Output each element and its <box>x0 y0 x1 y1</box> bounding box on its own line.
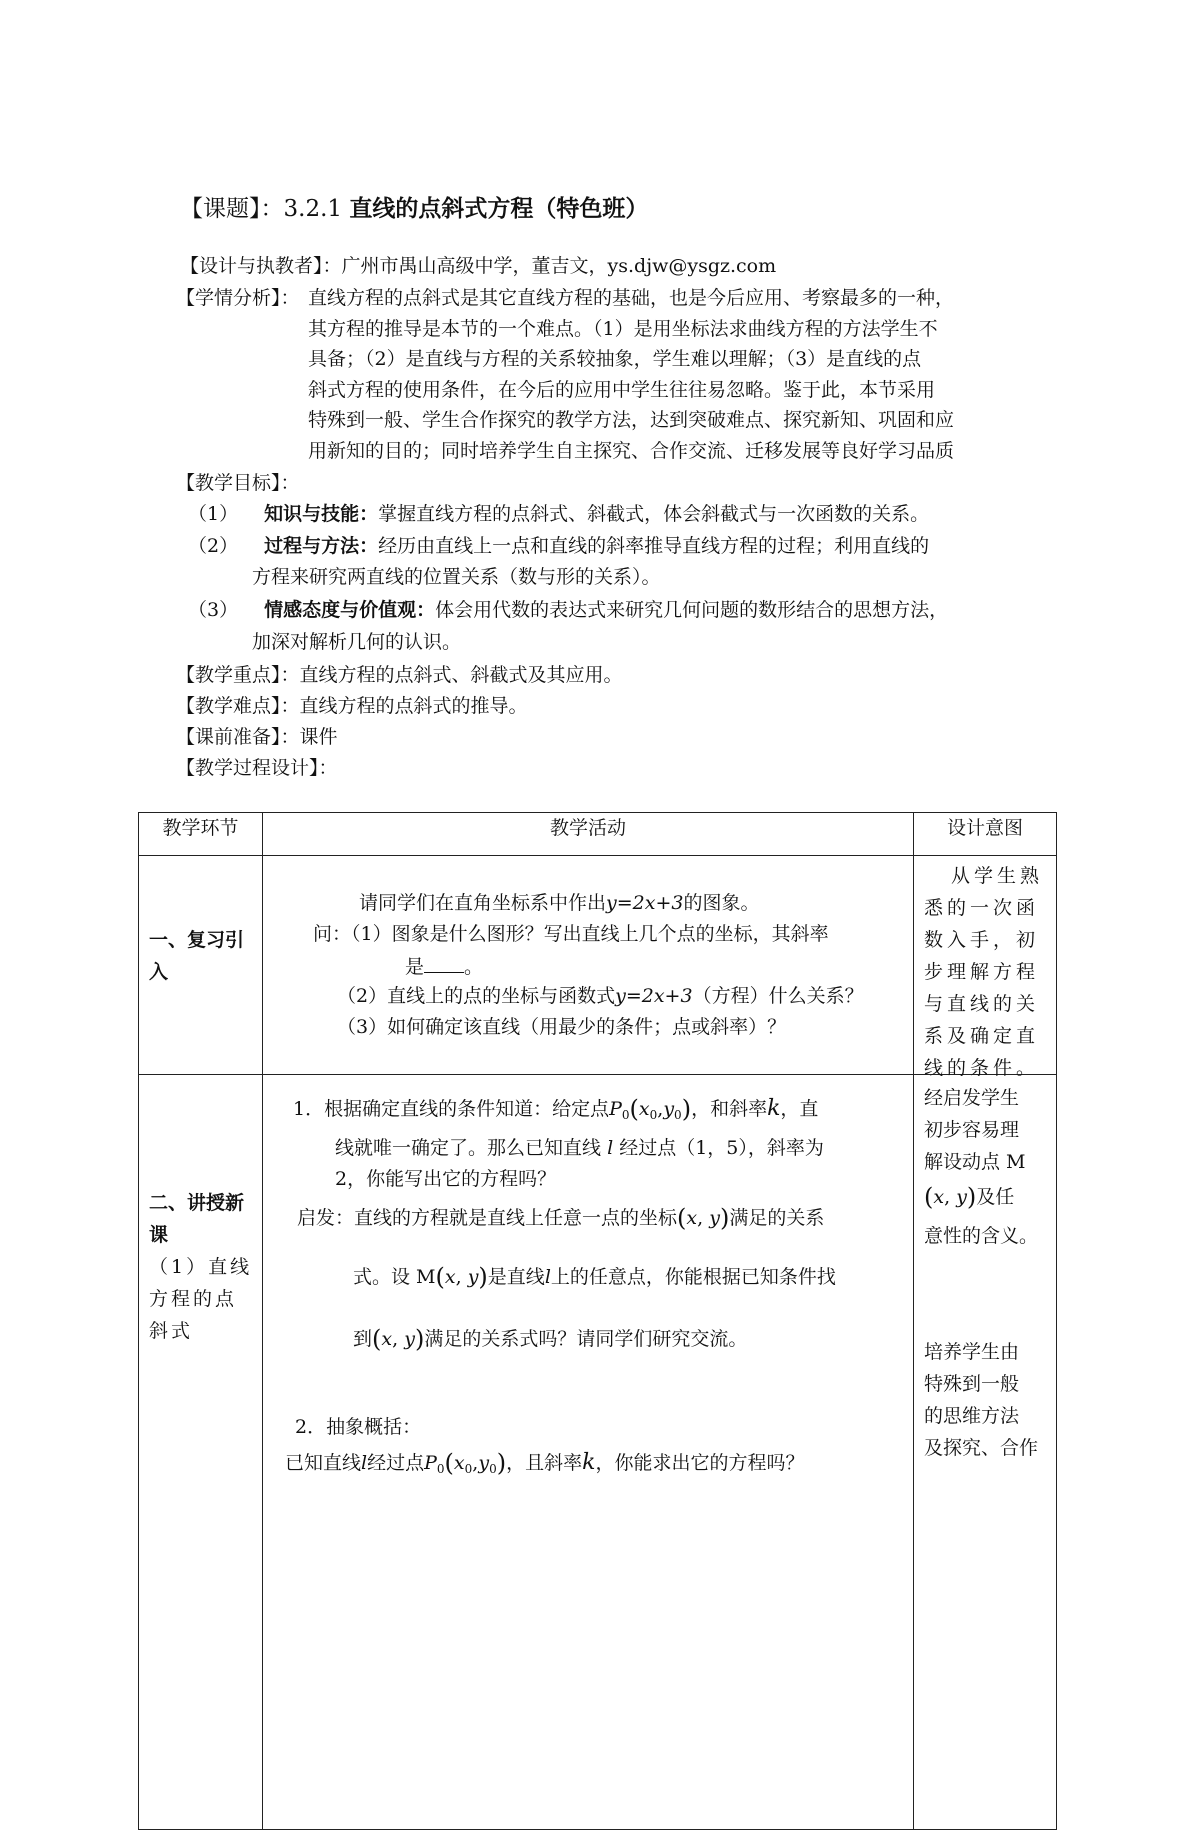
intent-text: 解设动点 M <box>924 1151 1026 1173</box>
intent-cell <box>914 1075 1057 1830</box>
table-row <box>139 1075 1057 1830</box>
activity-p1-line1: 1．根据确定直线的条件知道：给定点$P_0(x_0,y_0)$，和斜率k，直 <box>293 1095 819 1123</box>
stage-point-slope: （1）直线方程的点斜式 <box>149 1256 253 1342</box>
stage-cell <box>139 1075 263 1830</box>
activity-p2-title: 2．抽象概括： <box>295 1416 422 1438</box>
intent-review: 从学生熟悉的一次函数入手，初步理解方程与直线的关系及确定直线的条件。 <box>924 865 1044 1079</box>
activity-cell <box>263 856 914 1075</box>
activity-line-3: 是 。 <box>405 956 484 978</box>
goal-2: （2） 过程与方法：经历由直线上一点和直线的斜率推导直线方程的过程；利用直线的 <box>188 535 930 557</box>
goal-2-cont: 方程来研究两直线的位置关系（数与形的关系）。 <box>252 566 661 588</box>
table-row <box>139 856 1057 1075</box>
intent-text: 初步容易理 <box>924 1119 1020 1141</box>
lesson-title: 【课题】：3.2.1 直线的点斜式方程（特色班） <box>180 195 649 222</box>
activity-p2-line: 已知直线l经过点$P_0(x_0,y_0)$，且斜率k，你能求出它的方程吗？ <box>285 1449 805 1477</box>
intent-text: 培养学生由 <box>924 1341 1020 1363</box>
goals-label: 【教学目标】： <box>176 472 300 494</box>
blank-underline <box>424 956 464 973</box>
stage-new-lesson: 二、讲授新课 <box>149 1192 245 1246</box>
header-stage: 教学环节 <box>139 813 263 856</box>
activity-p1-line2: 线就唯一确定了。那么已知直线 l 经过点（1，5），斜率为 <box>335 1137 824 1159</box>
lesson-process-table <box>138 812 1057 1830</box>
activity-hint-line3: 到(x, y)满足的关系式吗？请同学们研究交流。 <box>353 1325 748 1353</box>
analysis-text: 直线方程的点斜式是其它直线方程的基础，也是今后应用、考察最多的一种， 其方程的推导是本节的一个难点。（1）是用坐标法求曲线方程的方法学生不 具备；（2）是直线与方程的关系较抽象，学生难以理解；（3）是直线的点 斜式方程的使用条件，在今后的应用中学生往往易忽略。鉴于此，本节采用 特殊到一般、学生合作探究的教学方法，达到突破难点、探究新知、巩固和应 用新知的目的；同时培养学生自主探究、合作交流、迁移发展等良好学习品质 <box>308 287 955 462</box>
intent-text: 意性的含义。 <box>924 1225 1039 1247</box>
intent-text: 特殊到一般 <box>924 1373 1020 1395</box>
analysis-label: 【学情分析】： <box>176 287 300 309</box>
table-header-row <box>139 813 1057 856</box>
activity-line-1: 请同学们在直角坐标系中作出y=2x+3的图象。 <box>359 892 760 914</box>
goal-1: （1） 知识与技能：掌握直线方程的点斜式、斜截式，体会斜截式与一次函数的关系。 <box>188 503 930 525</box>
intent-text: (x, y)及任 <box>924 1183 1015 1211</box>
activity-hint-line2: 式。设 M(x, y)是直线l上的任意点，你能根据已知条件找 <box>353 1263 836 1291</box>
stage-review: 一、复习引入 <box>149 929 245 983</box>
activity-line-5: （3）如何确定该直线（用最少的条件；点或斜率）？ <box>337 1016 787 1038</box>
goal-3-cont: 加深对解析几何的认识。 <box>252 631 462 653</box>
key-point: 【教学重点】：直线方程的点斜式、斜截式及其应用。 <box>176 664 623 686</box>
activity-line-4: （2）直线上的点的坐标与函数式y=2x+3（方程）什么关系？ <box>337 985 864 1007</box>
intent-text: 的思维方法 <box>924 1405 1020 1427</box>
goal-3: （3） 情感态度与价值观：体会用代数的表达式来研究几何问题的数形结合的思想方法， <box>188 599 949 621</box>
activity-cell <box>263 1075 914 1830</box>
activity-hint-line1: 启发：直线的方程就是直线上任意一点的坐标(x, y)满足的关系 <box>297 1204 825 1232</box>
designer-line: 【设计与执教者】：广州市禺山高级中学，董吉文，ys.djw@ysgz.com <box>180 255 777 277</box>
intent-text: 及探究、合作 <box>924 1437 1039 1459</box>
header-activity: 教学活动 <box>263 813 914 856</box>
intent-cell <box>914 856 1057 1079</box>
preparation: 【课前准备】：课件 <box>176 726 338 748</box>
process-label: 【教学过程设计】： <box>176 757 338 779</box>
difficulty: 【教学难点】：直线方程的点斜式的推导。 <box>176 695 528 717</box>
stage-cell <box>139 856 263 1075</box>
activity-p1-line3: 2，你能写出它的方程吗？ <box>335 1168 557 1190</box>
header-intent: 设计意图 <box>914 813 1057 856</box>
intent-text: 经启发学生 <box>924 1087 1020 1109</box>
activity-line-2: 问：（1）图象是什么图形？写出直线上几个点的坐标，其斜率 <box>313 923 829 945</box>
